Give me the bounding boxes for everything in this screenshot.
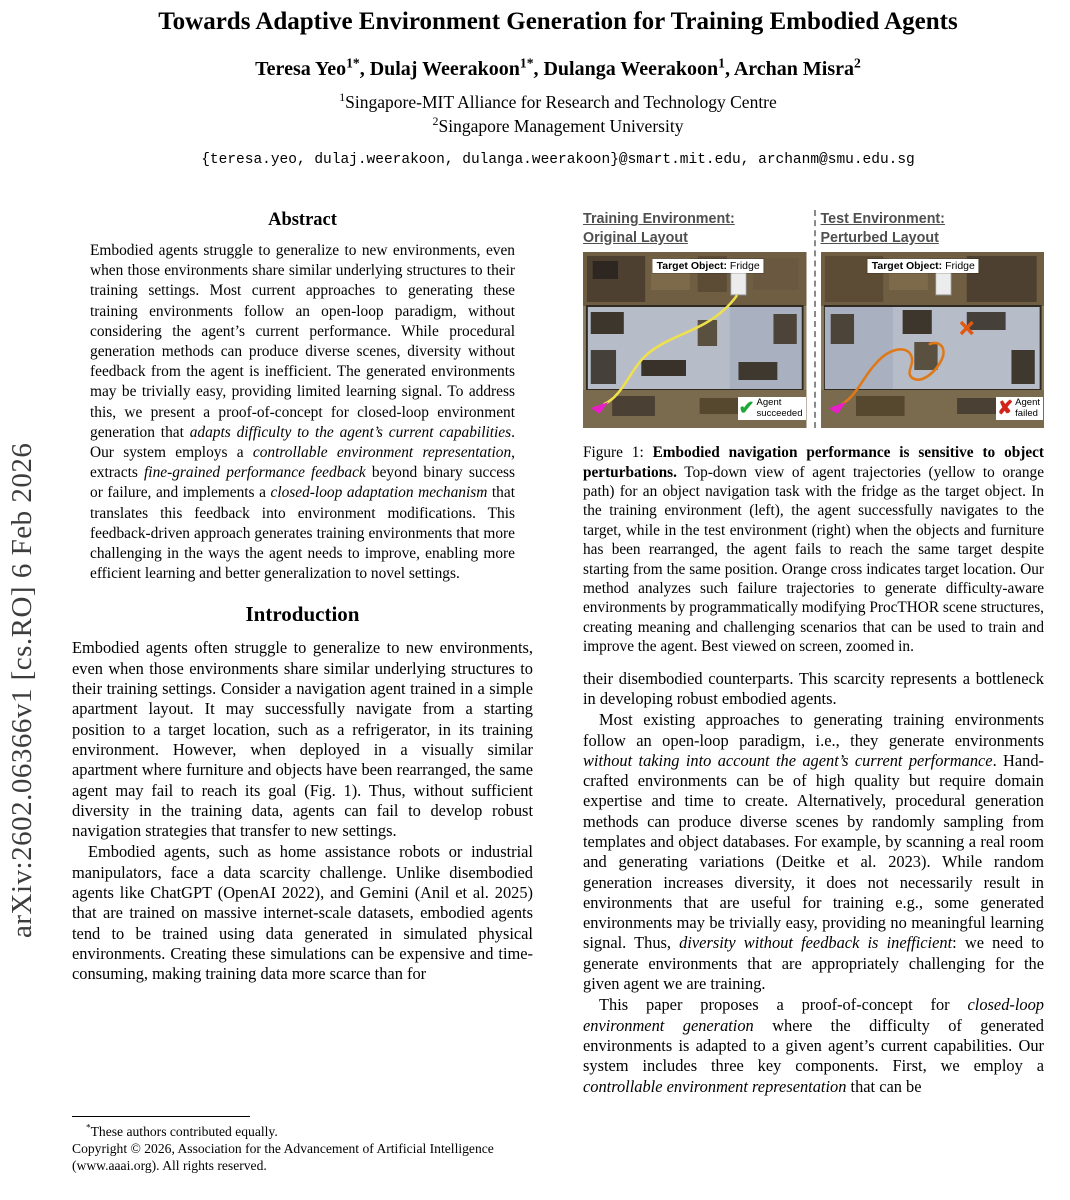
checkmark-icon: ✔: [738, 398, 755, 420]
table-moved: [914, 342, 937, 370]
training-target-label: [653, 259, 764, 273]
affiliation-2: $^2$Singapore Management University: [432, 114, 684, 136]
sofa: [641, 360, 686, 376]
training-floorplan-image: [583, 252, 807, 428]
training-header-line1: Training Environment:: [583, 211, 735, 227]
test-header-line2: Perturbed Layout: [820, 229, 939, 246]
test-panel-header: [821, 210, 1045, 247]
target-label-key: Target Object:: [656, 260, 728, 273]
left-column: [72, 210, 533, 1176]
right-column-paragraph-3: This paper proposes a proof-of-concept for closed-loop environment generation where the difficulty of generated environments is adapted to a given agent’s current capabilities. Our system includes three key components. First, we employ a controllable environment representation that can be: [583, 995, 1044, 1096]
arxiv-watermark: arXiv:2602.06366v1 [cs.RO] 6 Feb 2026: [6, 442, 38, 938]
desk-moved: [902, 310, 931, 334]
two-column-body: [72, 210, 1044, 1176]
right-column-paragraph-2: Most existing approaches to generating training environments follow an open-loop paradigm, i.e., they generate environments without taking into account the agent’s current performance. Hand-crafted environments can be of high quality but require domain expertise and time to create. Alternatively, procedural generation methods can produce diverse scenes by randomly sampling from templates and object databases. For example, by scanning a real room and generating variations (Deitke et al. 2023). While random generation increases diversity, it does not necessarily result in environments that are useful for training e.g., some generated environments may be trivially easy, providing no meaningful learning signal. Thus, diversity without feedback is inefficient: we need to generate environments that are appropriately challenging for the given agent we are training.: [583, 710, 1045, 994]
paper-header: [72, 8, 1044, 168]
footnote-copyright: Copyright © 2026, Association for the Advancement of Artificial Intelligence (www.aaai.org). All rights reserved.: [72, 1141, 494, 1173]
target-label-value: Fridge: [727, 260, 760, 273]
table: [698, 320, 717, 346]
footnote-equal-contribution: *These authors contributed equally.: [86, 1122, 278, 1139]
test-status-badge: [996, 397, 1043, 420]
figure-1-caption: Figure 1: Embodied navigation performance is sensitive to object perturbations. Top-down view of agent trajectories (yellow to orange path) for an object navigation task with the fridge as the target object. In the training environment (left), the agent successfully navigates to the target, while in the test environment (right) when the objects and furniture has been rearranged, the agent fails to reach the same target despite starting from the same position. Orange cross indicates target location. Our method analyzes such failure trajectories to generate difficulty-aware environments by programmatically modifying ProcTHOR scene structures, creating meaning and challenging scenarios that can be used to train and improve the agent. Best viewed on screen, zoomed in.: [583, 444, 1044, 656]
target-label-value: Fridge: [942, 260, 975, 273]
test-panel: [814, 210, 1045, 428]
footnote-rule: [72, 1116, 250, 1117]
training-panel: [583, 210, 814, 428]
desk: [591, 312, 624, 334]
right-column-paragraph-1: their disembodied counterparts. This scarcity represents a bottleneck in developing robust embodied agents.: [583, 668, 1044, 708]
training-panel-header: [583, 210, 807, 247]
abstract-heading: Abstract: [268, 210, 337, 230]
test-target-label: [868, 259, 979, 273]
test-status-text: Agent failed: [1015, 396, 1040, 419]
bed: [593, 261, 618, 279]
paper-title: Towards Adaptive Environment Generation for Training Embodied Agents: [158, 8, 958, 35]
cross-icon: ✘: [997, 398, 1014, 420]
introduction-paragraph-2: Embodied agents, such as home assistance robots or industrial manipulators, face a data scarcity challenge. Unlike disembodied agents like ChatGPT (OpenAI 2022), and Gemini (Anil et al. 2025) that are trained on massive internet-scale datasets, embodied agents tend to be trained using data generated in simulated physical environments. Creating these simulations can be expensive and time-consuming, making training data more scarce than for: [72, 842, 533, 984]
figure-1: [583, 210, 1044, 657]
footnote-block: [72, 1116, 533, 1174]
figure-panels: [583, 210, 1044, 428]
target-label-key: Target Object:: [871, 260, 943, 273]
author-emails: {teresa.yeo, dulaj.weerakoon, dulanga.weerakoon}@smart.mit.edu, archanm@smu.edu.sg: [201, 152, 915, 168]
affiliation-1: $^1$Singapore-MIT Alliance for Research and Technology Centre: [339, 90, 777, 112]
introduction-heading: Introduction: [245, 602, 360, 627]
training-status-text: Agent succeeded: [756, 396, 803, 419]
test-floorplan-image: [821, 252, 1045, 428]
training-status-badge: [738, 397, 806, 420]
abstract-text: Embodied agents struggle to generalize to new environments, even when those environments share similar underlying structures to their training settings. Most current approaches to generating these training environments follow an open-loop paradigm, without considering the agent’s current performance. While procedural generation methods can produce diverse scenes, diversity without feedback from the agent is inefficient. The generated environments may be trivially easy, providing limited learning signal. To address this, we present a proof-of-concept for closed-loop environment generation that adapts difficulty to the agent’s current capabilities. Our system employs a controllable environment representation, extracts fine-grained performance feedback beyond binary success or failure, and implements a closed-loop adaptation mechanism that translates this feedback into environment modifications. This feedback-driven approach generates training environments that more challenging in the ways the agent needs to improve, enabling more efficient learning and better generalization to novel settings.: [90, 242, 516, 583]
test-header-line1: Test Environment:: [820, 211, 945, 227]
authors-line: Teresa Yeo$^{1*}$, Dulaj Weerakoon$^{1*}$, Dulanga Weerakoon$^1$, Archan Misra$^2$: [255, 55, 861, 80]
figure-dashed-divider: [814, 210, 816, 428]
right-column: [583, 210, 1044, 1176]
training-header-line2: Original Layout: [583, 229, 688, 246]
introduction-paragraph-1: Embodied agents often struggle to generalize to new environments, even when those environments share similar underlying structures to their training settings. Consider a navigation agent trained in a simple apartment layout. It may successfully navigate from a starting position to a target location, such as a refrigerator, in its training environment. However, when deployed in a visually similar apartment where furniture and objects have been rearranged, the same agent may fail to reach its goal (Fig. 1). Thus, without sufficient diversity in the training data, agents can fail to develop robust navigation strategies that transfer to new settings.: [72, 638, 533, 841]
